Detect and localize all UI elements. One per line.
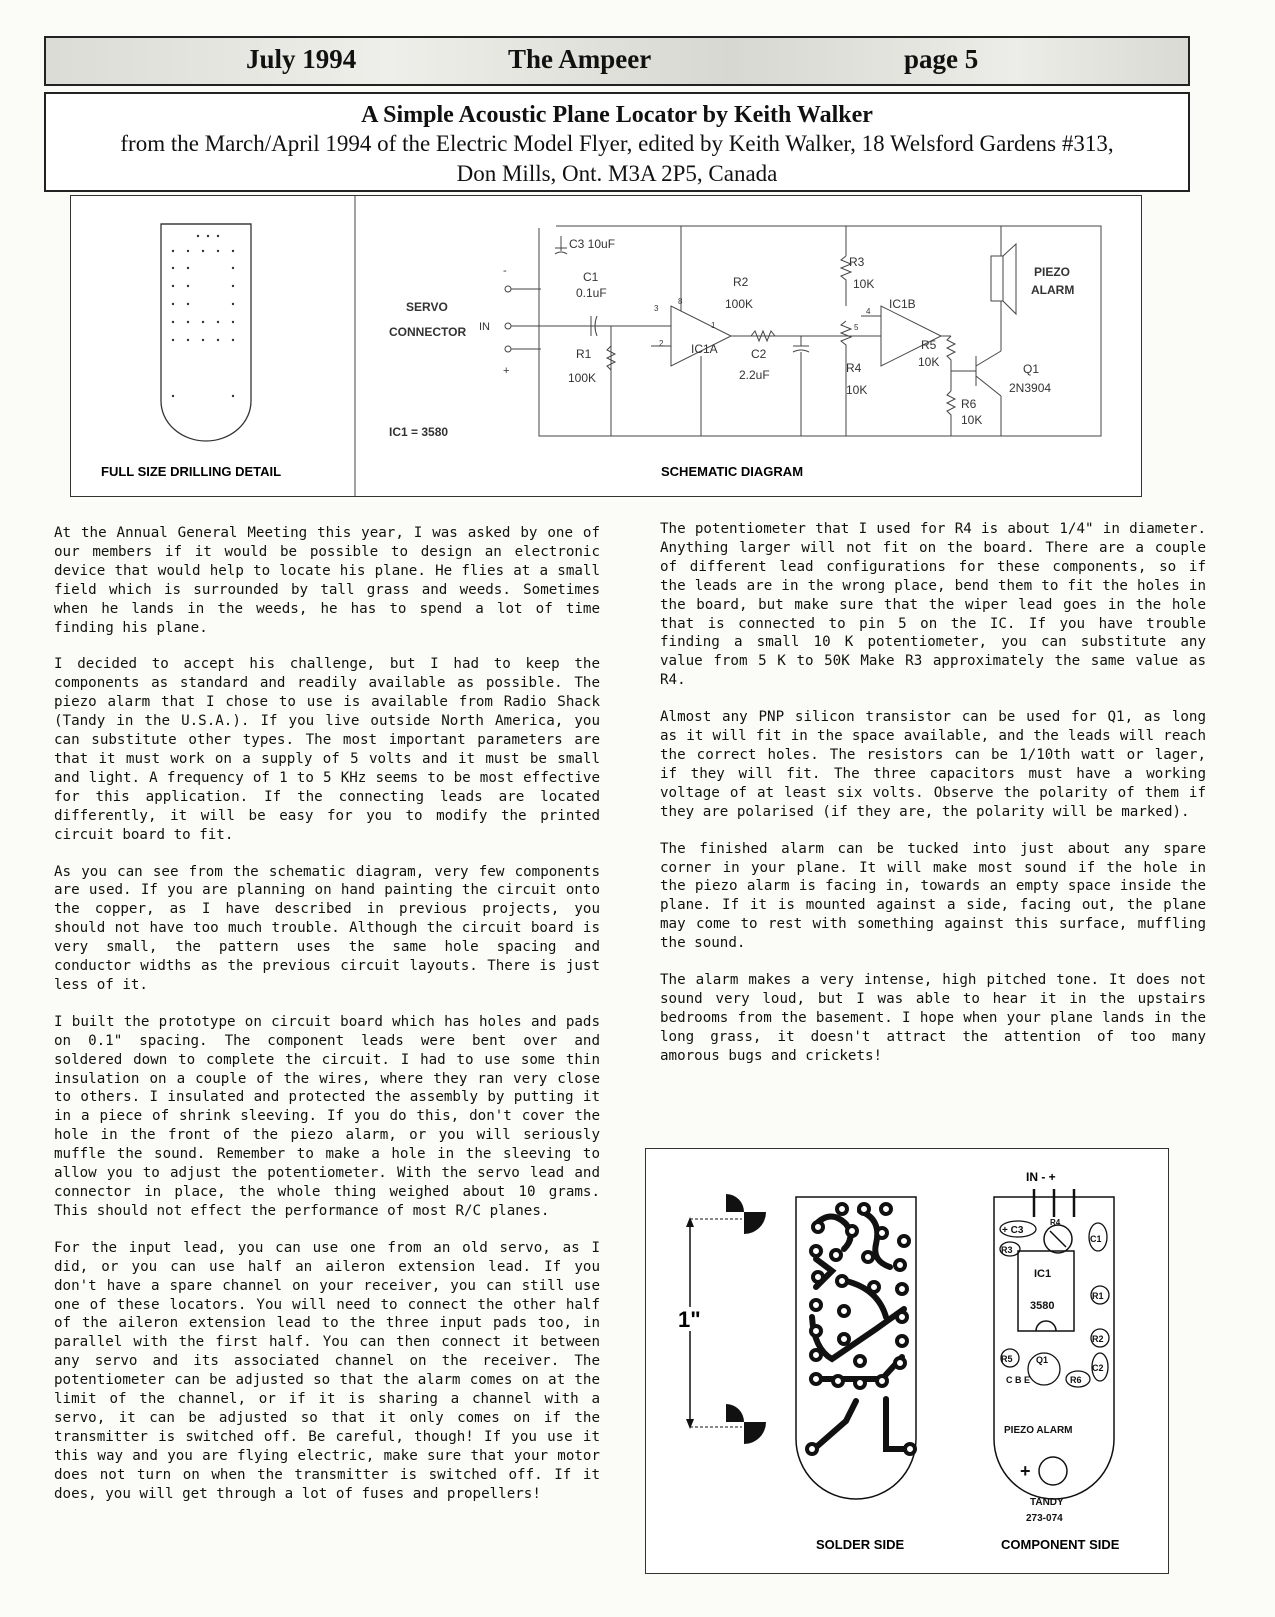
c2-value: 2.2uF xyxy=(739,368,770,382)
r1-value: 100K xyxy=(568,371,597,385)
pcb-q1: Q1 xyxy=(1036,1355,1049,1365)
pin-3: 3 xyxy=(654,304,659,313)
paragraph: At the Annual General Meeting this year, I was asked by one of our members if it would be possible to design an electronic device that would help to locate his plane. He flies at a small field which is surrounded by tall grass and weeds. Sometimes when he lands in the weeds, he has to spend a lot of time finding his plane. xyxy=(54,525,600,636)
page-number: page 5 xyxy=(904,44,979,74)
pcb-figure xyxy=(646,1149,1168,1573)
pin-2: 2 xyxy=(659,339,664,348)
solder-side-board xyxy=(796,1197,916,1499)
schematic-wiring xyxy=(511,226,1101,436)
pin-5: 5 xyxy=(854,323,859,332)
page-header xyxy=(44,36,1190,86)
r4-value: 10K xyxy=(846,383,868,397)
article-column-right xyxy=(660,520,1206,1084)
pcb-layout-box xyxy=(645,1148,1169,1574)
pcb-ic-num: 3580 xyxy=(1030,1300,1055,1312)
ic-note: IC1 = 3580 xyxy=(389,425,449,439)
drilling-holes xyxy=(172,235,234,397)
minus-sign: - xyxy=(503,265,507,277)
pcb-r1: R1 xyxy=(1092,1291,1104,1301)
component-side-board xyxy=(994,1170,1114,1524)
schematic-labels xyxy=(389,237,1074,439)
pcb-plus: + xyxy=(1020,1461,1031,1481)
pcb-r5: R5 xyxy=(1001,1354,1013,1364)
ic1b-label: IC1B xyxy=(889,297,916,311)
pcb-tandy: TANDY xyxy=(1030,1497,1064,1508)
drilling-detail-drawing xyxy=(161,224,251,441)
in-label: IN xyxy=(479,321,490,333)
pcb-r2: R2 xyxy=(1092,1334,1104,1344)
r6-value: 10K xyxy=(961,413,983,427)
paragraph: As you can see from the schematic diagram, very few components are used. If you are planning on hand painting the circuit onto the copper, as I have described in previous projects, you should not have too much trouble. Although the circuit board is very small, the pattern uses the same hole spacing and conductor widths as the previous circuit layouts. There is just less of it. xyxy=(54,863,600,993)
paragraph: I decided to accept his challenge, but I had to keep the components as standard and readily available as possible. The piezo alarm that I chose to use is available from Radio Shack (Tandy in the U.S.A.). If you live outside North America, you can substitute other types. The most important parameters are that it must work on a supply of 5 volts and it must be small and light. A frequency of 1 to 5 KHz seems to be most effective for this application. If the connecting leads are located differently, it will be easy for you to modify the printed circuit board to fit. xyxy=(54,656,600,843)
article-title-box xyxy=(44,92,1190,192)
pcb-ic1: IC1 xyxy=(1034,1268,1052,1280)
component-labels xyxy=(1001,1218,1104,1524)
article-title: A Simple Acoustic Plane Locator by Keith Walker xyxy=(361,102,873,128)
pcb-r3: R3 xyxy=(1001,1245,1013,1255)
connector-label: CONNECTOR xyxy=(389,325,467,339)
solder-side-caption: SOLDER SIDE xyxy=(816,1537,905,1552)
article-source-line-2: Don Mills, Ont. M3A 2P5, Canada xyxy=(456,161,778,186)
paragraph: The potentiometer that I used for R4 is about 1/4" in diameter. Anything larger will not fit on the board. There are a couple of different lead configurations for these components, so if the leads are in the wrong place, bend them to fit the holes in the board, but make sure that the wiper lead goes in the hole that is connected to pin 5 on the IC. If you have trouble finding a small 10 K potentiometer, you can substitute any value from 5 K to 50K Make R3 approximately the same value as R4. xyxy=(660,521,1206,689)
ic1a-label: IC1A xyxy=(691,342,718,356)
paragraph: Almost any PNP silicon transistor can be used for Q1, as long as it will fit in the space available, and the leads will reach the correct holes. The resistors can be 1/10th watt or lager, if they will fit. The three capacitors must have a working voltage of at least six volts. Observe the polarity of them if they are polarised (if they are, the polarity will be marked). xyxy=(660,709,1206,820)
pcb-c1: C1 xyxy=(1090,1234,1102,1244)
figure-schematic-box xyxy=(70,195,1142,497)
dimension-label: 1" xyxy=(678,1307,701,1332)
dimension-marker xyxy=(676,1194,766,1444)
pcb-piezo-alarm: PIEZO ALARM xyxy=(1004,1425,1073,1436)
r5-label: R5 xyxy=(921,338,937,352)
r6-label: R6 xyxy=(961,397,977,411)
r2-label: R2 xyxy=(733,275,749,289)
pcb-ceb: C B E xyxy=(1006,1375,1031,1385)
pcb-r6: R6 xyxy=(1070,1375,1082,1385)
c2-label: C2 xyxy=(751,347,767,361)
pcb-part: 273-074 xyxy=(1026,1513,1063,1524)
r3-value: 10K xyxy=(853,277,875,291)
alarm-label: ALARM xyxy=(1031,283,1075,297)
pin-4: 4 xyxy=(866,307,871,316)
paragraph: I built the prototype on circuit board which has holes and pads on 0.1" spacing. The component leads were bent over and soldered down to complete the circuit. I had to use some thin insulation on a couple of the wires, where they ran very close to others. I insulated and protected the assembly by putting it in a piece of shrink sleeving. If you do this, don't cover the hole in the front of the piezo alarm, or you will seriously muffle the sound. Remember to make a hole in the sleeving to allow you to adjust the potentiometer. With the servo lead and connector in place, the whole thing weighed about 10 grams. This should not effect the performance of most R/C planes. xyxy=(54,1013,600,1219)
schematic-figure xyxy=(71,196,1141,496)
schematic-caption: SCHEMATIC DIAGRAM xyxy=(661,464,804,479)
pcb-c2: C2 xyxy=(1092,1363,1104,1373)
article-column-left xyxy=(54,524,600,1522)
newsletter-name: The Ampeer xyxy=(508,44,652,74)
paragraph: The finished alarm can be tucked into just about any spare corner in your plane. It will make most sound if the hole in the piezo alarm is facing in, towards an empty space inside the plane. If it is mounted against a side, facing out, the plane may come to rest with something against this surface, muffling the sound. xyxy=(660,840,1206,952)
r3-label: R3 xyxy=(849,255,865,269)
issue-date: July 1994 xyxy=(246,44,357,74)
pcb-c3: + C3 xyxy=(1002,1225,1024,1236)
component-side-caption: COMPONENT SIDE xyxy=(1001,1537,1120,1552)
pcb-in-label: IN - + xyxy=(1026,1170,1056,1184)
pin-1: 1 xyxy=(711,321,716,330)
connector-pins xyxy=(505,286,511,352)
c1-label: C1 xyxy=(583,270,599,284)
pcb-r4: R4 xyxy=(1050,1218,1061,1227)
r1-label: R1 xyxy=(576,347,592,361)
drilling-caption: FULL SIZE DRILLING DETAIL xyxy=(101,464,282,479)
c3-label: C3 10uF xyxy=(569,237,616,251)
q1-value: 2N3904 xyxy=(1009,381,1052,395)
pin-8: 8 xyxy=(678,297,683,306)
r2-value: 100K xyxy=(725,297,754,311)
plus-sign: + xyxy=(503,365,510,377)
paragraph: The alarm makes a very intense, high pitched tone. It does not sound very loud, but I was able to hear it in the upstairs bedrooms from the basement. I hope when your plane lands in the long grass, it doesn't attract the attention of too many amorous bugs and crickets! xyxy=(660,972,1206,1064)
article-source-line-1: from the March/April 1994 of the Electric Model Flyer, edited by Keith Walker, 18 Welsford Gardens #313, xyxy=(120,131,1114,156)
paragraph: For the input lead, you can use one from an old servo, as I did, or you can use half an aileron extension lead. If you don't have a spare channel on your receiver, you can still use one of these locators. You will need to connect the other half of the aileron extension lead to the three input pads too, in parallel with the first half. You can then connect it between any servo and its associated channel on the receiver. The potentiometer can be adjusted so that the alarm comes on at the limit of the channel, or if it is sharing a channel with a servo, it can be adjusted so that it only comes on if the transmitter is switched off. Be careful, though! If you use it this way and you are flying electric, make sure that your motor does not turn on when the transmitter is switched off. If it does, you will get through a lot of fuses and propellers! xyxy=(54,1239,600,1502)
r4-label: R4 xyxy=(846,361,862,375)
q1-label: Q1 xyxy=(1023,362,1040,376)
servo-label: SERVO xyxy=(406,300,448,314)
piezo-label: PIEZO xyxy=(1034,265,1071,279)
c1-value: 0.1uF xyxy=(576,286,607,300)
r5-value: 10K xyxy=(918,355,940,369)
